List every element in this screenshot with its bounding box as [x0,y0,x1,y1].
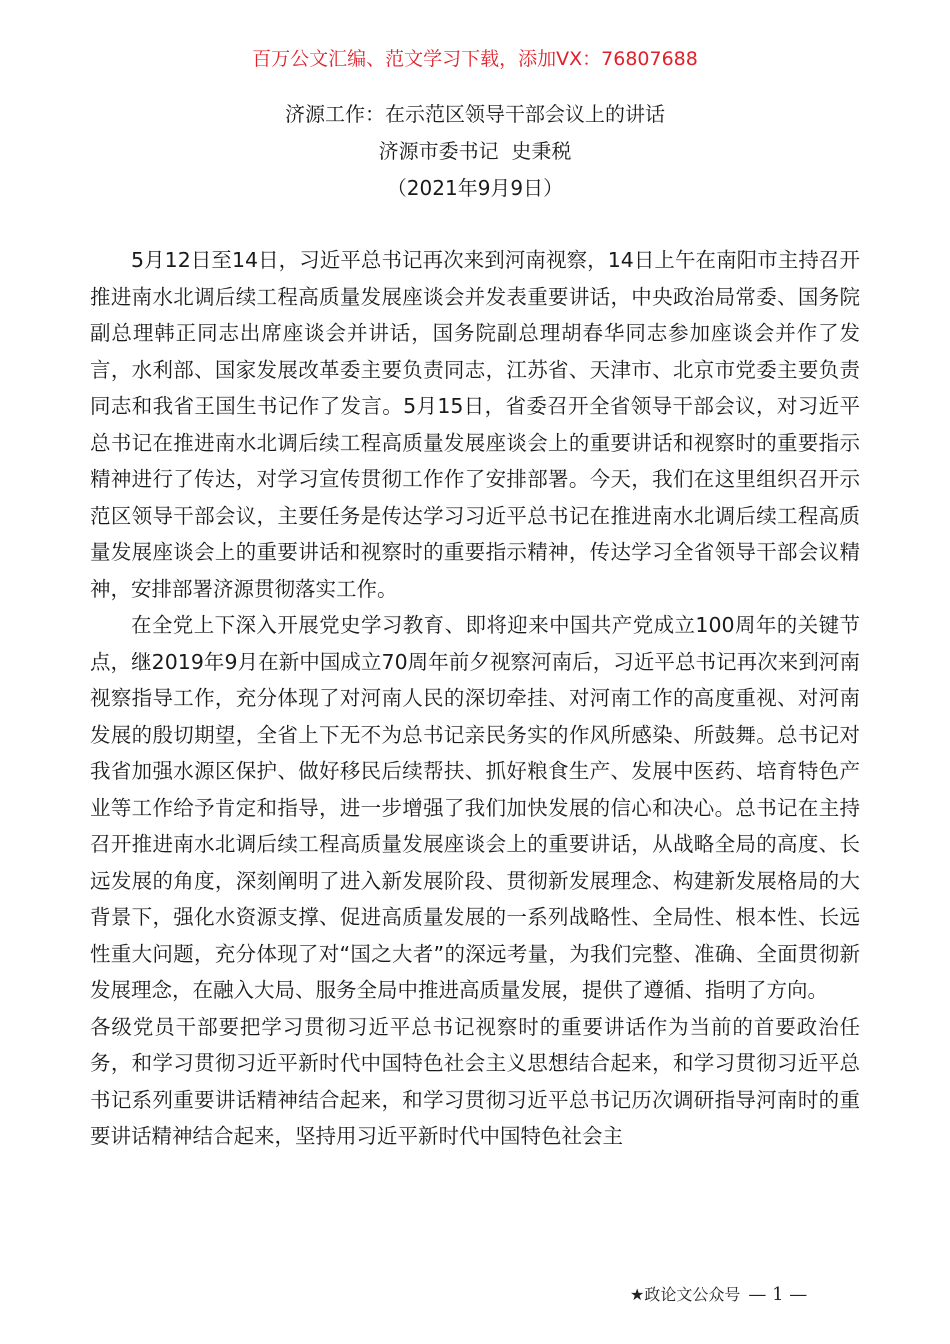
document-title: 济源工作：在示范区领导干部会议上的讲话 [285,102,665,126]
paragraph-2: 在全党上下深入开展党史学习教育、即将迎来中国共产党成立100周年的关键节点，继2019年9月在新中国成立70周年前夕视察河南后，习近平总书记再次来到河南视察指导工作，充分体现了对河南人民的深切牵挂、对河南工作的高度重视、对河南发展的殷切期望，全省上下无不为总书记亲民务实的作风所感染、所鼓舞。总书记对我省加强水源区保护、做好移民后续帮扶、抓好粮食生产、发展中医药、培育特色产业等工作给予肯定和指导，进一步增强了我们加快发展的信心和决心。总书记在主持召开推进南水北调后续工程高质量发展座谈会上的重要讲话，从战略全局的高度、长远发展的角度，深刻阐明了进入新发展阶段、贯彻新发展理念、构建新发展格局的大背景下，强化水资源支撑、促进高质量发展的一系列战略性、全局性、根本性、长远性重大问题，充分体现了对“国之大者”的深远考量，为我们完整、准确、全面贯彻新发展理念，在融入大局、服务全局中推进高质量发展，提供了遵循、指明了方向。 [90,613,860,1002]
title-block [0,96,950,207]
paragraph-1: 5月12日至14日，习近平总书记再次来到河南视察，14日上午在南阳市主持召开推进南水北调后续工程高质量发展座谈会并发表重要讲话，中央政治局常委、国务院副总理韩正同志出席座谈会并讲话，国务院副总理胡春华同志参加座谈会并作了发言，水利部、国家发展改革委主要负责同志，江苏省、天津市、北京市党委主要负责同志和我省王国生书记作了发言。5月15日，省委召开全省领导干部会议，对习近平总书记在推进南水北调后续工程高质量发展座谈会上的重要讲话和视察时的重要指示精神进行了传达，对学习宣传贯彻工作作了安排部署。今天，我们在这里组织召开示范区领导干部会议，主要任务是传达学习习近平总书记在推进南水北调后续工程高质量发展座谈会上的重要讲话和视察时的重要指示精神，传达学习全省领导干部会议精神，安排部署济源贯彻落实工作。 [90,248,860,601]
paragraph-3: 各级党员干部要把学习贯彻习近平总书记视察时的重要讲话作为当前的首要政治任务，和学习贯彻习近平新时代中国特色社会主义思想结合起来，和学习贯彻习近平总书记系列重要讲话精神结合起来，和学习贯彻习近平总书记历次调研指导河南时的重要讲话精神结合起来，坚持用习近平新时代中国特色社会主 [90,1014,860,1148]
page-number: — 1 — [748,1284,808,1305]
page-footer [630,1282,880,1308]
author-line: 济源市委书记 史秉税 [378,139,572,163]
date-line: （2021年9月9日） [386,176,564,200]
document-body [90,242,860,1155]
footer-source: ★政论文公众号 [630,1285,741,1304]
promo-banner: 百万公文汇编、范文学习下载，添加VX：76807688 [252,48,698,70]
